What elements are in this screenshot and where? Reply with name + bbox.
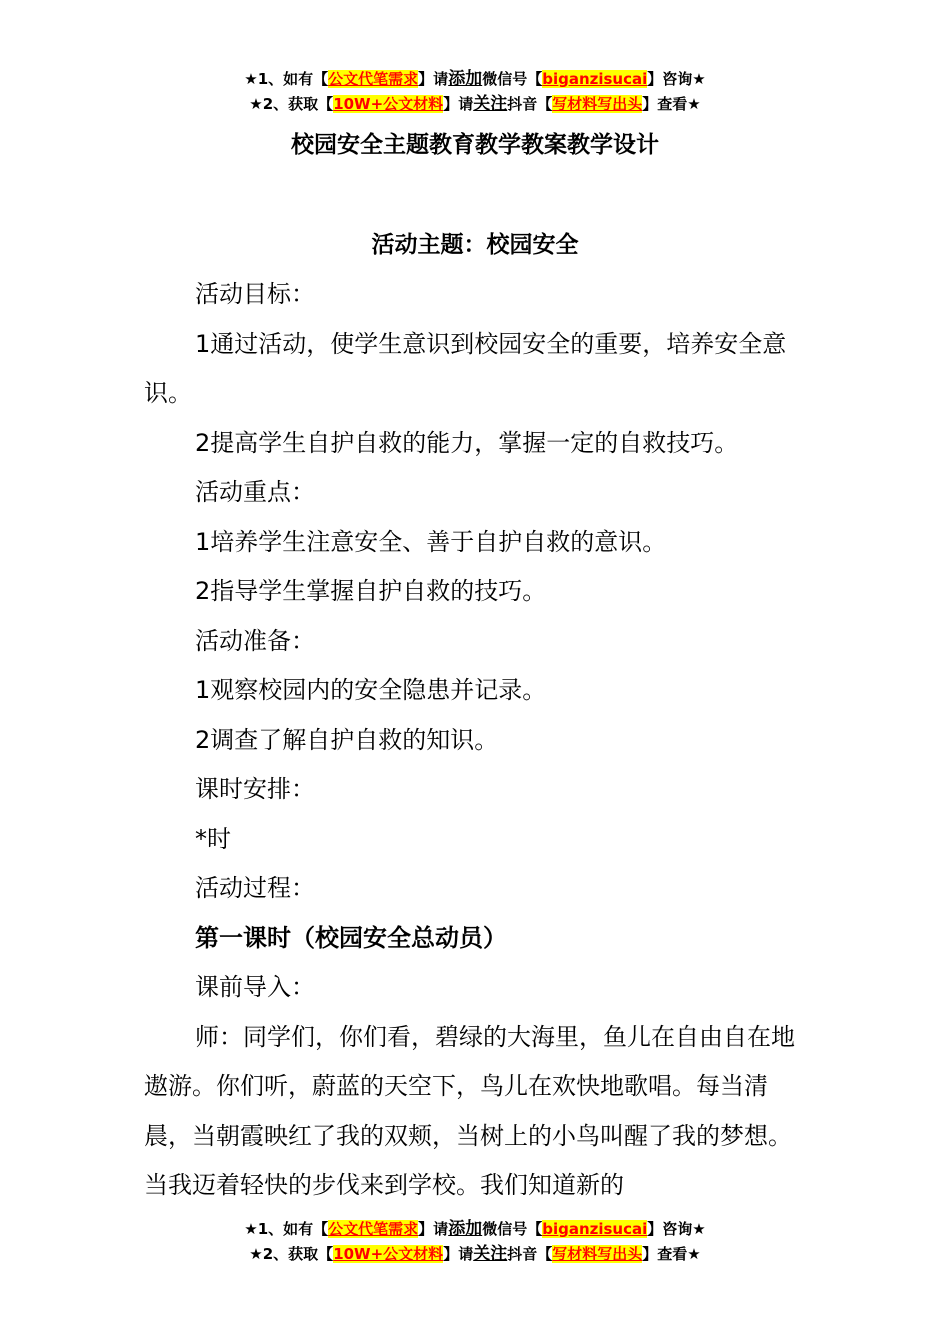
banner-text: 】咨询★ [647,1220,706,1238]
banner-text: 】请 [418,1220,449,1238]
banner-text: ★2、获取【 [249,95,334,113]
paragraph: 1通过活动，使学生意识到校园安全的重要，培养安全意识。 [144,329,787,407]
document-title: 校园安全主题教育教学教案教学设计 [291,132,659,158]
banner-highlight: biganzisucai [542,70,648,88]
banner-text: 微信号【 [482,70,543,88]
paragraph: 2调查了解自护自救的知识。 [195,725,499,754]
banner-text: 】请 [418,70,449,88]
document-subtitle: 活动主题：校园安全 [371,232,579,258]
paragraph: 课前导入： [195,973,315,1001]
banner-text: 】查看★ [642,95,701,113]
banner-line-2 [0,93,950,115]
banner-text: 】查看★ [642,1245,701,1263]
banner-line-1 [0,1218,950,1240]
document-body [144,270,810,1211]
banner-highlight: 公文代笔需求 [328,70,419,88]
paragraph: 活动过程： [195,874,315,902]
paragraph: *时 [195,824,231,853]
banner-text: 】咨询★ [647,70,706,88]
banner-text: 】请 [443,95,474,113]
paragraph: 活动准备： [195,626,315,655]
banner-text: 】请 [443,1245,474,1263]
paragraph: 2指导学生掌握自护自救的技巧。 [195,577,547,605]
banner-underline: 添加 [448,69,483,89]
banner-text: ★2、获取【 [249,1245,334,1263]
banner-underline: 添加 [448,1219,483,1239]
banner-line-1 [0,68,950,90]
banner-highlight: 10W+公文材料 [333,1245,444,1263]
paragraph: 活动重点： [195,478,315,506]
banner-text: ★1、如有【 [244,1220,329,1238]
paragraph: 活动目标： [195,280,315,308]
paragraph: 2提高学生自护自救的能力，掌握一定的自救技巧。 [195,428,739,457]
banner-underline: 关注 [473,94,508,114]
paragraph: 课时安排： [195,775,315,803]
section-heading: 第一课时（校园安全总动员） [195,923,507,952]
banner-highlight: 公文代笔需求 [328,1220,419,1238]
banner-text: 微信号【 [482,1220,543,1238]
banner-underline: 关注 [473,1244,508,1264]
banner-highlight: 10W+公文材料 [333,95,444,113]
paragraph: 1培养学生注意安全、善于自护自救的意识。 [195,527,667,556]
banner-highlight: biganzisucai [542,1220,648,1238]
banner-line-2 [0,1243,950,1265]
banner-highlight: 写材料写出头 [552,1245,643,1263]
paragraph: 1观察校园内的安全隐患并记录。 [195,676,547,704]
banner-text: ★1、如有【 [244,70,329,88]
paragraph: 师：同学们，你们看，碧绿的大海里，鱼儿在自由自在地遨游。你们听，蔚蓝的天空下，鸟儿在欢快地歌唱。每当清晨，当朝霞映红了我的双颊，当树上的小鸟叫醒了我的梦想。当我迈着轻快的步伐来到学校。我们知道新的 [144,1022,795,1199]
banner-text: 抖音【 [507,1245,553,1263]
banner-highlight: 写材料写出头 [552,95,643,113]
banner-text: 抖音【 [507,95,553,113]
